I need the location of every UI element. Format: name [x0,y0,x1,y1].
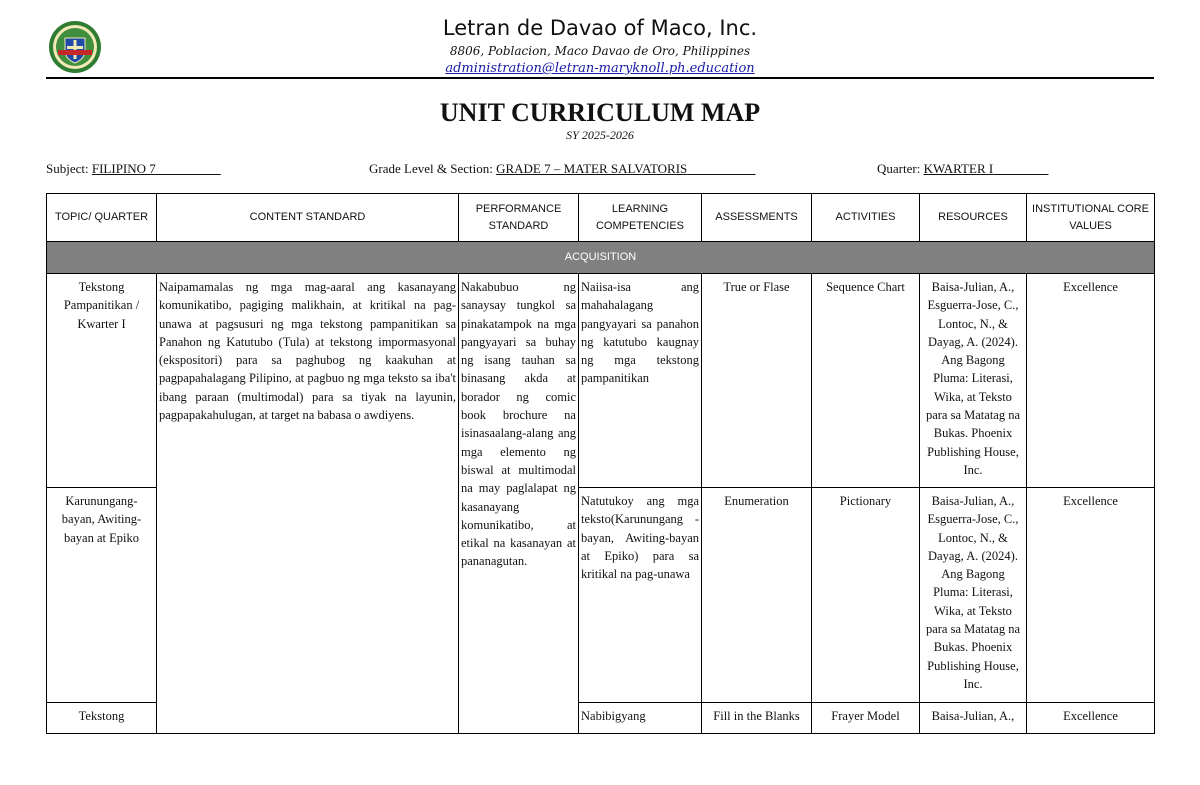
section-row-acquisition [47,242,1155,274]
competency-cell: Naiisa-isa ang mahahalagang pangyayari sa panahon ng katutubo kaugnay ng mga tekstong pampanitikan [579,274,702,488]
section-label: ACQUISITION [47,242,1155,274]
curriculum-map-table [46,193,1155,734]
school-email-link[interactable]: administration@letran-maryknoll.ph.education [445,61,755,76]
school-name: Letran de Davao of Maco, Inc. [442,16,758,40]
content-standard-cell: Naipamamalas ng mga mag-aaral ang kasanayang komunikatibo, pagiging malikhain, at kritikal na pag-unawa at pagsusuri ng mga tekstong pampanitikan sa Panahon ng Katutubo (Tula) at tekstong impormasyonal (ekspositori) para sa paghubog ng kaakuhan at pagpapahalagang Pilipino, at pagbuo ng mga teksto sa iba't ibang paraan (multimodal) para sa tiyak na layunin, pagpapakahulugan, at target na babasa o awdiyens. [157,274,459,734]
col-header-assessments: ASSESSMENTS [702,194,812,242]
activity-cell: Frayer Model [812,703,920,734]
assessment-cell: Fill in the Blanks [702,703,812,734]
col-header-learning-competencies: LEARNING COMPETENCIES [579,194,702,242]
topic-cell: Tekstong Pampanitikan / Kwarter I [47,274,157,488]
resources-cell: Baisa-Julian, A., Esguerra-Jose, C., Lontoc, N., & Dayag, A. (2024). Ang Bagong Pluma: Literasi, Wika, at Teksto para sa Matatag na Bukas. Phoenix Publishing House, Inc. [920,274,1027,488]
subject-label: Subject: [46,161,89,176]
col-header-activities: ACTIVITIES [812,194,920,242]
col-header-content-standard: CONTENT STANDARD [157,194,459,242]
topic-cell: Tekstong [47,703,157,734]
assessment-cell: Enumeration [702,488,812,703]
school-address: 8806, Poblacion, Maco Davao de Oro, Philippines [449,44,751,58]
document-title: UNIT CURRICULUM MAP [439,98,761,127]
competency-cell: Natutukoy ang mga teksto(Karunungang -bayan, Awiting-bayan at Epiko) para sa kritikal na pag-unawa [579,488,702,703]
assessment-cell: True or Flase [702,274,812,488]
performance-standard-cell: Nakabubuo ng sanaysay tungkol sa pinakatampok na mga pangyayari sa buhay ng isang tauhan sa binasang akda at borador ng comic book brochure na isinasaalang-alang ang mga elemento ng biswal at multimodal na may paglalapat ng kasanayang komunikatibo, at etikal na kasanayan at pananagutan. [459,274,579,734]
resources-cell: Baisa-Julian, A., Esguerra-Jose, C., Lontoc, N., & Dayag, A. (2024). Ang Bagong Pluma: Literasi, Wika, at Teksto para sa Matatag na Bukas. Phoenix Publishing House, Inc. [920,488,1027,703]
quarter-value: KWARTER I [923,161,994,176]
core-value-cell: Excellence [1027,488,1155,703]
resources-cell: Baisa-Julian, A., [920,703,1027,734]
table-header-row [47,194,1155,242]
header-divider [46,77,1154,79]
grade-value: GRADE 7 – MATER SALVATORIS [496,161,688,176]
core-value-cell: Excellence [1027,703,1155,734]
grade-section-field [369,161,756,177]
table-row [47,274,1155,488]
quarter-field [877,161,1048,177]
core-value-cell: Excellence [1027,274,1155,488]
competency-cell: Nabibigyang [579,703,702,734]
school-year: SY 2025-2026 [566,128,634,142]
grade-label: Grade Level & Section: [369,161,493,176]
col-header-performance-standard: PERFORMANCE STANDARD [459,194,579,242]
activity-cell: Sequence Chart [812,274,920,488]
topic-cell: Karunungang-bayan, Awiting-bayan at Epiko [47,488,157,703]
col-header-resources: RESOURCES [920,194,1027,242]
subject-value: FILIPINO 7 [91,161,156,176]
quarter-label: Quarter: [877,161,921,176]
col-header-core-values: INSTITUTIONAL CORE VALUES [1027,194,1155,242]
col-header-topic: TOPIC/ QUARTER [47,194,157,242]
activity-cell: Pictionary [812,488,920,703]
subject-field [46,161,221,177]
